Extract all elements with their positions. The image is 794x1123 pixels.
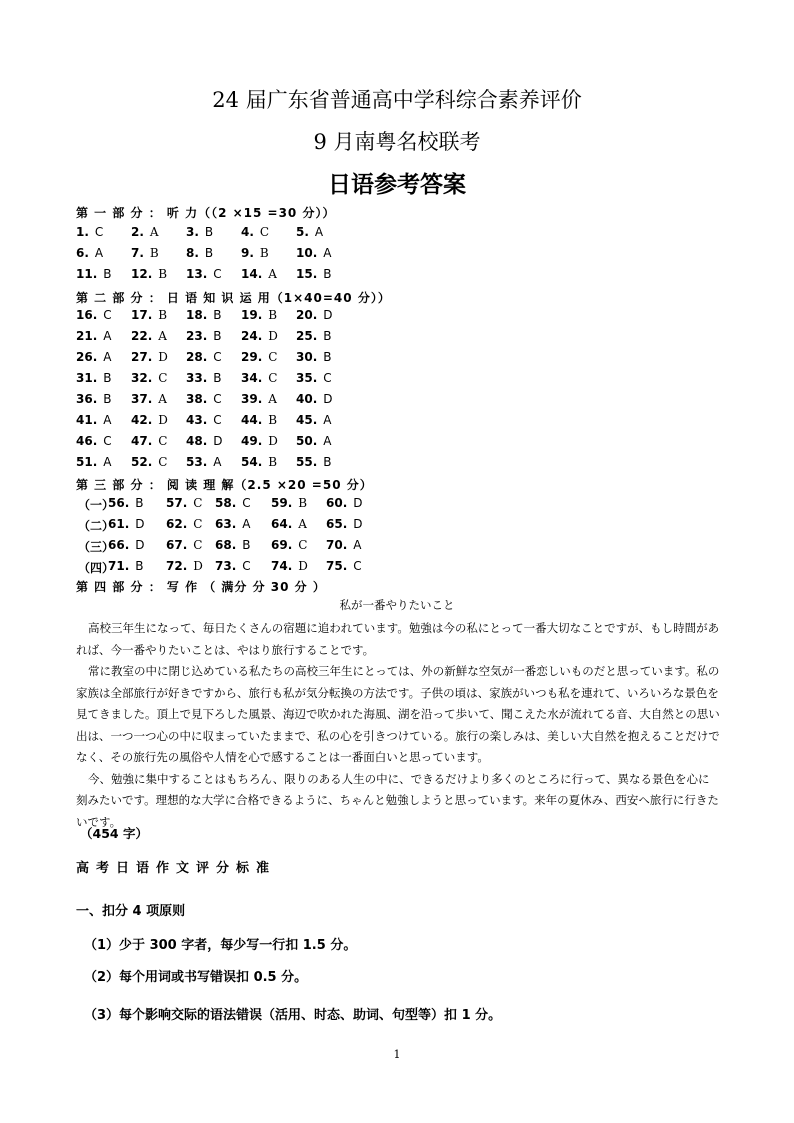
answer-item bbox=[186, 413, 222, 427]
passage-label: （四） bbox=[78, 561, 115, 575]
answer-item bbox=[241, 371, 277, 385]
answer-letter: A bbox=[94, 246, 104, 260]
answer-item bbox=[76, 455, 111, 469]
answer-letter: D bbox=[158, 350, 168, 364]
answer-item bbox=[131, 267, 167, 281]
answer-item bbox=[296, 392, 333, 406]
answer-item bbox=[296, 308, 333, 322]
question-number: 34. bbox=[241, 371, 263, 385]
answer-item bbox=[76, 350, 111, 364]
question-number: 43. bbox=[186, 413, 208, 427]
question-number: 35. bbox=[296, 371, 318, 385]
answer-item bbox=[76, 308, 112, 322]
question-number: 16. bbox=[76, 308, 98, 322]
essay-word-count: （454 字） bbox=[80, 826, 148, 841]
answer-item bbox=[326, 559, 362, 573]
answer-letter: A bbox=[213, 455, 222, 469]
answer-item bbox=[166, 538, 202, 552]
answer-item bbox=[76, 225, 103, 239]
answer-item bbox=[241, 392, 277, 406]
answer-letter: B bbox=[135, 559, 144, 573]
answer-letter: C bbox=[94, 225, 104, 239]
answer-letter: C bbox=[213, 350, 222, 364]
question-number: 5. bbox=[296, 225, 309, 239]
answer-item bbox=[241, 455, 277, 469]
answer-item bbox=[186, 350, 222, 364]
answer-item bbox=[241, 434, 278, 448]
answer-letter: B bbox=[158, 308, 168, 322]
answer-item bbox=[131, 350, 168, 364]
answer-letter: C bbox=[268, 371, 278, 385]
deduction-rules-heading: 一、扣分 4 项原则 bbox=[76, 904, 186, 919]
answer-letter: D bbox=[213, 434, 223, 448]
passage-label: （三） bbox=[78, 540, 115, 554]
answer-letter: C bbox=[103, 434, 112, 448]
answer-item bbox=[108, 538, 145, 552]
answer-item bbox=[271, 496, 307, 510]
essay-paragraph-3: 今、勉強に集中することはもちろん、限りのある人生の中に、できるだけより多くのところに行って、異なる景色を心に刻みたいです。理想的な大学に合格できるように、ちゃんと勉強しようと思っています。来年の夏休み、西安へ旅行に行きたいです。 bbox=[76, 771, 719, 829]
answer-item bbox=[131, 308, 167, 322]
answer-letter: B bbox=[323, 455, 332, 469]
answer-letter: A bbox=[149, 225, 159, 239]
answer-item bbox=[131, 455, 167, 469]
question-number: 26. bbox=[76, 350, 98, 364]
question-number: 42. bbox=[131, 413, 153, 427]
question-number: 64. bbox=[271, 517, 293, 531]
answer-letter: C bbox=[259, 225, 270, 239]
answer-item bbox=[131, 225, 159, 239]
answer-item bbox=[241, 225, 269, 239]
answer-item bbox=[296, 225, 323, 239]
question-number: 23. bbox=[186, 329, 208, 343]
answer-letter: A bbox=[314, 225, 324, 239]
question-number: 72. bbox=[166, 559, 188, 573]
question-number: 20. bbox=[296, 308, 318, 322]
question-number: 27. bbox=[131, 350, 153, 364]
answer-letter: B bbox=[268, 455, 278, 469]
answer-letter: B bbox=[323, 350, 332, 364]
answer-item bbox=[186, 371, 222, 385]
answer-item bbox=[186, 225, 213, 239]
question-number: 4. bbox=[241, 225, 254, 239]
question-number: 7. bbox=[131, 246, 144, 260]
answer-item bbox=[76, 246, 103, 260]
answer-letter: B bbox=[158, 267, 168, 281]
essay-paragraph-2: 常に教室の中に閉じ込めている私たちの高校三年生にとっては、外の新鮮な空気が一番恋しいものだと思っています。私の家族は全部旅行が好きですから、旅行も私が気分転換の方法です。子供の頃は、家族がいつも私を連れて、いろいろな景色を見てきました。頂上で見下ろした風景、海辺で吹かれた海風、湖を沿って歩いて、聞こえた水が流れてる音、大自然との思い出は、一つ一つ心の中に収まっていたままで、私の心を引きつけている。旅行の楽しみは、美しい大自然を抱えることだけでなく、その旅行先の風俗や人情を心で感することは一番面白いと思っています。 bbox=[76, 664, 720, 764]
answer-letter: C bbox=[323, 371, 332, 385]
answer-letter: B bbox=[268, 413, 278, 427]
answer-item bbox=[166, 559, 203, 573]
answer-item bbox=[186, 455, 221, 469]
question-number: 14. bbox=[241, 267, 263, 281]
answer-item bbox=[326, 496, 363, 510]
question-number: 30. bbox=[296, 350, 318, 364]
question-number: 60. bbox=[326, 496, 348, 510]
answer-letter: D bbox=[323, 392, 333, 406]
answer-letter: B bbox=[323, 329, 332, 343]
answer-item bbox=[131, 434, 167, 448]
answer-letter: C bbox=[158, 434, 168, 448]
question-number: 11. bbox=[76, 267, 98, 281]
answer-item bbox=[296, 413, 331, 427]
answer-letter: A bbox=[158, 329, 167, 343]
answer-item bbox=[76, 434, 112, 448]
answer-item bbox=[131, 413, 168, 427]
answer-letter: A bbox=[353, 538, 362, 552]
answer-letter: D bbox=[353, 517, 363, 531]
question-number: 57. bbox=[166, 496, 188, 510]
answer-letter: B bbox=[213, 371, 222, 385]
deduction-rule-2: （2）每个用词或书写错误扣 0.5 分。 bbox=[84, 970, 308, 985]
answer-letter: B bbox=[268, 308, 278, 322]
answer-letter: C bbox=[242, 559, 251, 573]
question-number: 39. bbox=[241, 392, 263, 406]
answer-letter: D bbox=[298, 559, 308, 573]
scoring-standard-title: 高考日语作文评分标准 bbox=[76, 861, 277, 876]
answer-letter: D bbox=[353, 496, 363, 510]
answer-letter: D bbox=[193, 559, 203, 573]
answer-letter: C bbox=[298, 538, 308, 552]
question-number: 65. bbox=[326, 517, 348, 531]
question-number: 40. bbox=[296, 392, 318, 406]
answer-letter: A bbox=[103, 413, 112, 427]
passage-label: （二） bbox=[78, 519, 115, 533]
question-number: 36. bbox=[76, 392, 98, 406]
answer-item bbox=[296, 350, 332, 364]
answer-letter: C bbox=[268, 350, 278, 364]
part3-heading: 第 三 部 分 ： 阅 读 理 解（2.5 ×20 =50 分） bbox=[76, 478, 373, 492]
answer-letter: A bbox=[323, 413, 332, 427]
question-number: 73. bbox=[215, 559, 237, 573]
answer-letter: A bbox=[242, 517, 251, 531]
answer-item bbox=[241, 267, 277, 281]
question-number: 6. bbox=[76, 246, 89, 260]
question-number: 48. bbox=[186, 434, 208, 448]
question-number: 15. bbox=[296, 267, 318, 281]
answer-item bbox=[241, 413, 277, 427]
answer-item bbox=[131, 392, 167, 406]
part2-heading: 第 二 部 分 ： 日 语 知 识 运 用（1×40=40 分）） bbox=[76, 291, 391, 305]
question-number: 44. bbox=[241, 413, 263, 427]
answer-item bbox=[108, 517, 145, 531]
page-title-main: 日语参考答案 bbox=[328, 172, 466, 198]
answer-letter: B bbox=[242, 538, 251, 552]
answer-letter: D bbox=[268, 329, 278, 343]
question-number: 49. bbox=[241, 434, 263, 448]
answer-letter: A bbox=[298, 517, 307, 531]
question-number: 66. bbox=[108, 538, 130, 552]
question-number: 70. bbox=[326, 538, 348, 552]
answer-item bbox=[241, 246, 269, 260]
answer-letter: B bbox=[298, 496, 308, 510]
answer-letter: A bbox=[268, 267, 277, 281]
answer-item bbox=[76, 267, 112, 281]
answer-letter: D bbox=[323, 308, 333, 322]
question-number: 38. bbox=[186, 392, 208, 406]
answer-letter: C bbox=[158, 455, 168, 469]
answer-letter: D bbox=[158, 413, 168, 427]
answer-item bbox=[76, 392, 112, 406]
answer-item bbox=[296, 246, 331, 260]
answer-letter: C bbox=[193, 517, 203, 531]
question-number: 69. bbox=[271, 538, 293, 552]
answer-item bbox=[186, 308, 222, 322]
answer-item bbox=[326, 517, 363, 531]
answer-letter: C bbox=[158, 371, 168, 385]
question-number: 41. bbox=[76, 413, 98, 427]
answer-item bbox=[215, 517, 250, 531]
question-number: 47. bbox=[131, 434, 153, 448]
question-number: 52. bbox=[131, 455, 153, 469]
question-number: 2. bbox=[131, 225, 144, 239]
page-title-line2: 9 月南粤名校联考 bbox=[313, 130, 481, 154]
answer-item bbox=[271, 559, 308, 573]
answer-letter: C bbox=[353, 559, 362, 573]
answer-item bbox=[131, 246, 159, 260]
question-number: 25. bbox=[296, 329, 318, 343]
question-number: 17. bbox=[131, 308, 153, 322]
question-number: 18. bbox=[186, 308, 208, 322]
answer-letter: B bbox=[213, 308, 222, 322]
answer-item bbox=[296, 267, 332, 281]
answer-letter: B bbox=[149, 246, 159, 260]
answer-item bbox=[296, 434, 331, 448]
answer-letter: C bbox=[213, 392, 222, 406]
question-number: 29. bbox=[241, 350, 263, 364]
answer-item bbox=[131, 329, 167, 343]
answer-item bbox=[108, 496, 144, 510]
question-number: 59. bbox=[271, 496, 293, 510]
answer-item bbox=[76, 371, 112, 385]
question-number: 63. bbox=[215, 517, 237, 531]
answer-item bbox=[186, 267, 222, 281]
question-number: 67. bbox=[166, 538, 188, 552]
answer-letter: D bbox=[135, 538, 145, 552]
question-number: 13. bbox=[186, 267, 208, 281]
answer-letter: B bbox=[103, 392, 112, 406]
answer-letter: A bbox=[323, 434, 332, 448]
question-number: 9. bbox=[241, 246, 254, 260]
essay-title: 私が一番やりたいこと bbox=[339, 598, 455, 612]
question-number: 51. bbox=[76, 455, 98, 469]
essay-body bbox=[76, 618, 720, 833]
question-number: 37. bbox=[131, 392, 153, 406]
answer-letter: B bbox=[103, 371, 112, 385]
answer-letter: B bbox=[103, 267, 112, 281]
question-number: 53. bbox=[186, 455, 208, 469]
answer-letter: B bbox=[323, 267, 332, 281]
answer-letter: C bbox=[213, 413, 222, 427]
answer-letter: A bbox=[103, 329, 112, 343]
answer-letter: C bbox=[193, 538, 203, 552]
answer-item bbox=[296, 371, 332, 385]
question-number: 71. bbox=[108, 559, 130, 573]
answer-letter: A bbox=[103, 350, 112, 364]
answer-item bbox=[215, 559, 251, 573]
answer-item bbox=[108, 559, 144, 573]
question-number: 8. bbox=[186, 246, 199, 260]
answer-letter: A bbox=[268, 392, 277, 406]
part1-heading: 第 一 部 分 ： 听 力（（2 ×15 =30 分）） bbox=[76, 206, 336, 220]
answer-item bbox=[271, 517, 307, 531]
question-number: 33. bbox=[186, 371, 208, 385]
page-title-line1: 24 届广东省普通高中学科综合素养评价 bbox=[212, 88, 582, 112]
answer-letter: D bbox=[135, 517, 145, 531]
question-number: 56. bbox=[108, 496, 130, 510]
question-number: 22. bbox=[131, 329, 153, 343]
passage-label: （一） bbox=[78, 498, 115, 512]
question-number: 74. bbox=[271, 559, 293, 573]
answer-letter: A bbox=[103, 455, 112, 469]
deduction-rule-3: （3）每个影响交际的语法错误（活用、时态、助词、句型等）扣 1 分。 bbox=[84, 1008, 502, 1023]
question-number: 19. bbox=[241, 308, 263, 322]
question-number: 21. bbox=[76, 329, 98, 343]
answer-item bbox=[76, 329, 111, 343]
answer-letter: C bbox=[103, 308, 112, 322]
question-number: 46. bbox=[76, 434, 98, 448]
question-number: 24. bbox=[241, 329, 263, 343]
answer-letter: B bbox=[204, 225, 214, 239]
answer-letter: B bbox=[204, 246, 214, 260]
answer-item bbox=[186, 246, 213, 260]
answer-item bbox=[131, 371, 167, 385]
question-number: 28. bbox=[186, 350, 208, 364]
answer-item bbox=[296, 455, 332, 469]
question-number: 68. bbox=[215, 538, 237, 552]
question-number: 58. bbox=[215, 496, 237, 510]
answer-item bbox=[166, 517, 202, 531]
answer-item bbox=[215, 538, 251, 552]
question-number: 12. bbox=[131, 267, 153, 281]
question-number: 31. bbox=[76, 371, 98, 385]
answer-letter: A bbox=[158, 392, 167, 406]
answer-item bbox=[326, 538, 361, 552]
answer-item bbox=[271, 538, 307, 552]
question-number: 75. bbox=[326, 559, 348, 573]
question-number: 50. bbox=[296, 434, 318, 448]
answer-item bbox=[186, 329, 222, 343]
question-number: 61. bbox=[108, 517, 130, 531]
answer-letter: B bbox=[259, 246, 269, 260]
answer-item bbox=[186, 392, 222, 406]
answer-letter: A bbox=[323, 246, 332, 260]
answer-letter: C bbox=[242, 496, 251, 510]
essay-paragraph-1: 高校三年生になって、毎日たくさんの宿題に追われています。勉強は今の私にとって一番大切なことですが、もし時間があれば、今一番やりたいことは、やはり旅行することです。 bbox=[76, 621, 720, 657]
answer-letter: B bbox=[135, 496, 144, 510]
answer-item bbox=[241, 308, 277, 322]
question-number: 55. bbox=[296, 455, 318, 469]
question-number: 62. bbox=[166, 517, 188, 531]
deduction-rule-1: （1）少于 300 字者，每少写一行扣 1.5 分。 bbox=[84, 938, 357, 953]
answer-item bbox=[296, 329, 332, 343]
page-number: 1 bbox=[393, 1048, 401, 1061]
answer-letter: D bbox=[268, 434, 278, 448]
question-number: 3. bbox=[186, 225, 199, 239]
answer-letter: C bbox=[193, 496, 203, 510]
answer-item bbox=[215, 496, 251, 510]
answer-item bbox=[241, 329, 278, 343]
answer-letter: B bbox=[213, 329, 222, 343]
question-number: 10. bbox=[296, 246, 318, 260]
question-number: 32. bbox=[131, 371, 153, 385]
answer-item bbox=[76, 413, 111, 427]
question-number: 45. bbox=[296, 413, 318, 427]
answer-item bbox=[241, 350, 277, 364]
answer-letter: C bbox=[213, 267, 222, 281]
answer-item bbox=[166, 496, 202, 510]
question-number: 1. bbox=[76, 225, 89, 239]
question-number: 54. bbox=[241, 455, 263, 469]
answer-item bbox=[186, 434, 223, 448]
part4-heading: 第 四 部 分 ： 写 作 （ 满分 分 30 分 ） bbox=[76, 580, 326, 594]
